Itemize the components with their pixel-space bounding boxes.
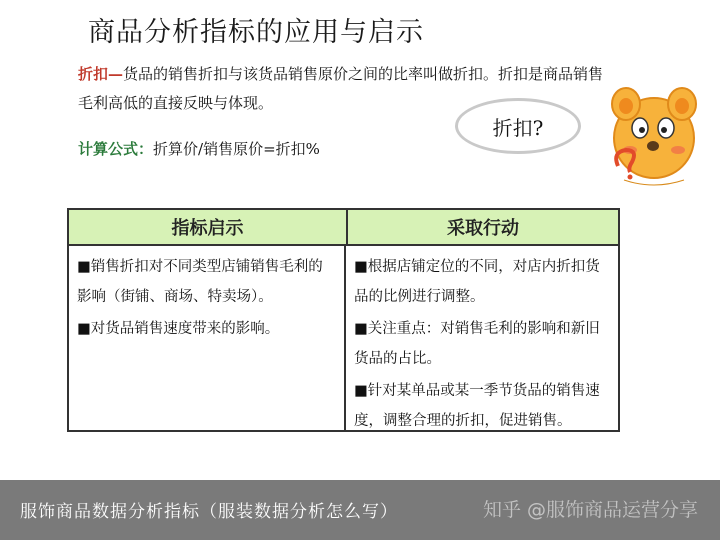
caption-bar	[0, 480, 720, 540]
insight-item: ■对货品销售速度带来的影响。	[77, 321, 280, 337]
action-item: ■根据店铺定位的不同，对店内折扣货品的比例进行调整。	[354, 259, 600, 305]
definition-dash: —	[108, 65, 124, 83]
formula-line	[78, 138, 320, 159]
insight-item: ■销售折扣对不同类型店铺销售毛利的影响（街铺、商场、特卖场）。	[77, 259, 323, 305]
page-title: 商品分析指标的应用与启示	[88, 17, 424, 48]
cartoon-mascot-icon	[604, 80, 704, 190]
table-header-action: 采取行动	[447, 218, 519, 239]
definition-text: 货品的销售折扣与该货品销售原价之间的比率叫做折扣。折扣是商品销售毛利高低的直接反映与体现。	[78, 65, 604, 112]
table-cell-actions	[346, 246, 618, 432]
formula-text: 折算价/销售原价=折扣%	[153, 140, 320, 158]
table-header-insight: 指标启示	[69, 210, 348, 244]
action-item: ■针对某单品或某一季节货品的销售速度，调整合理的折扣，促进销售。	[354, 383, 600, 429]
table-header-row	[69, 210, 618, 246]
caption-text: 服饰商品数据分析指标（服装数据分析怎么写）	[20, 502, 398, 522]
speech-bubble-text: 折扣?	[492, 115, 544, 140]
action-item: ■关注重点：对销售毛利的影响和新旧货品的占比。	[354, 321, 600, 367]
watermark-text: 知乎 @服饰商品运营分享	[482, 499, 698, 521]
formula-label: 计算公式：	[78, 140, 154, 158]
indicator-table	[67, 208, 620, 432]
speech-bubble	[455, 98, 581, 154]
table-body-row	[69, 246, 618, 432]
table-cell-insights	[69, 246, 346, 432]
definition-term: 折扣	[78, 65, 109, 83]
